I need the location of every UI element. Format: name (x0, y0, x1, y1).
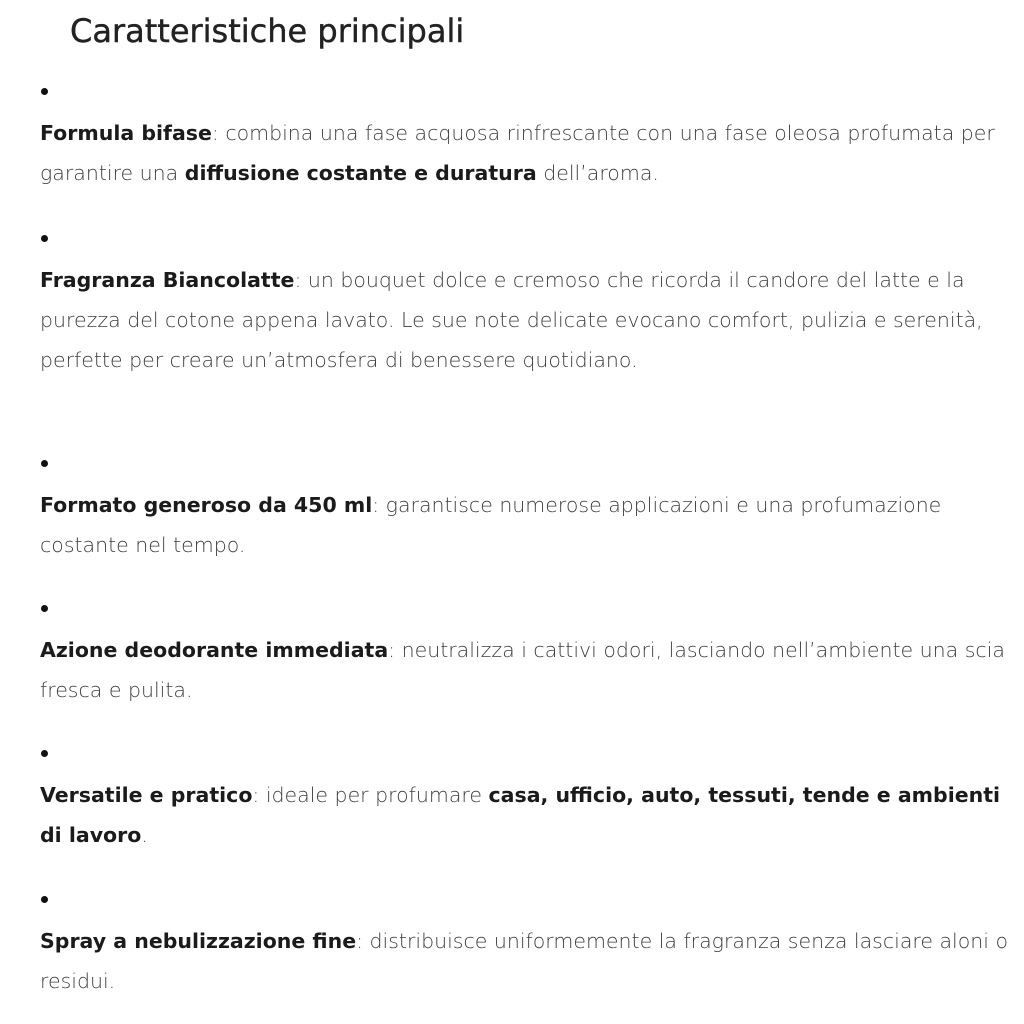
feature-item-formato (40, 460, 1010, 565)
feature-description-end: . (141, 823, 148, 847)
feature-description: : un bouquet dolce e cremoso che ricorda il candore del latte e la purezza del cotone appena lavato. Le sue note delicate evocano comfort, pulizia e serenità, perfette per creare un’atmosfera di benessere quotidiano. (40, 268, 983, 372)
feature-text (40, 260, 1010, 380)
feature-description: : ideale per profumare (252, 783, 489, 807)
bullet-dot-icon (41, 750, 48, 757)
bullet-dot-icon (41, 235, 48, 242)
feature-lead: Azione deodorante immediata (40, 638, 389, 662)
feature-text (40, 485, 1010, 565)
feature-lead: Spray a nebulizzazione fine (40, 929, 357, 953)
feature-text (40, 775, 1010, 855)
feature-description: : combina una fase acquosa rinfrescante con una fase oleosa profumata per garantire una (40, 121, 995, 185)
feature-lead: Formula bifase (40, 121, 212, 145)
feature-lead: Formato generoso da 450 ml (40, 493, 373, 517)
feature-item-fragranza (40, 235, 1010, 380)
feature-lead: Versatile e pratico (40, 783, 253, 807)
feature-text (40, 921, 1010, 1001)
bullet-dot-icon (41, 88, 48, 95)
feature-item-spray (40, 896, 1010, 1001)
section-heading: Caratteristiche principali (70, 12, 465, 50)
feature-emphasis: casa, ufficio, auto, tessuti, tende e ambienti di lavoro (40, 783, 1001, 847)
feature-description-end: dell’aroma. (536, 161, 659, 185)
feature-item-versatile (40, 750, 1010, 855)
feature-item-azione (40, 605, 1010, 710)
bullet-dot-icon (41, 896, 48, 903)
feature-text (40, 630, 1010, 710)
feature-lead: Fragranza Biancolatte (40, 268, 295, 292)
feature-description: : garantisce numerose applicazioni e una profumazione costante nel tempo. (40, 493, 942, 557)
feature-description: : distribuisce uniformemente la fragranza senza lasciare aloni o residui. (40, 929, 1009, 993)
bullet-dot-icon (41, 460, 48, 467)
bullet-dot-icon (41, 605, 48, 612)
feature-item-formula (40, 88, 1010, 193)
feature-description: : neutralizza i cattivi odori, lasciando nell’ambiente una scia fresca e pulita. (40, 638, 1005, 702)
feature-emphasis: diffusione costante e duratura (184, 161, 537, 185)
feature-text (40, 113, 1010, 193)
